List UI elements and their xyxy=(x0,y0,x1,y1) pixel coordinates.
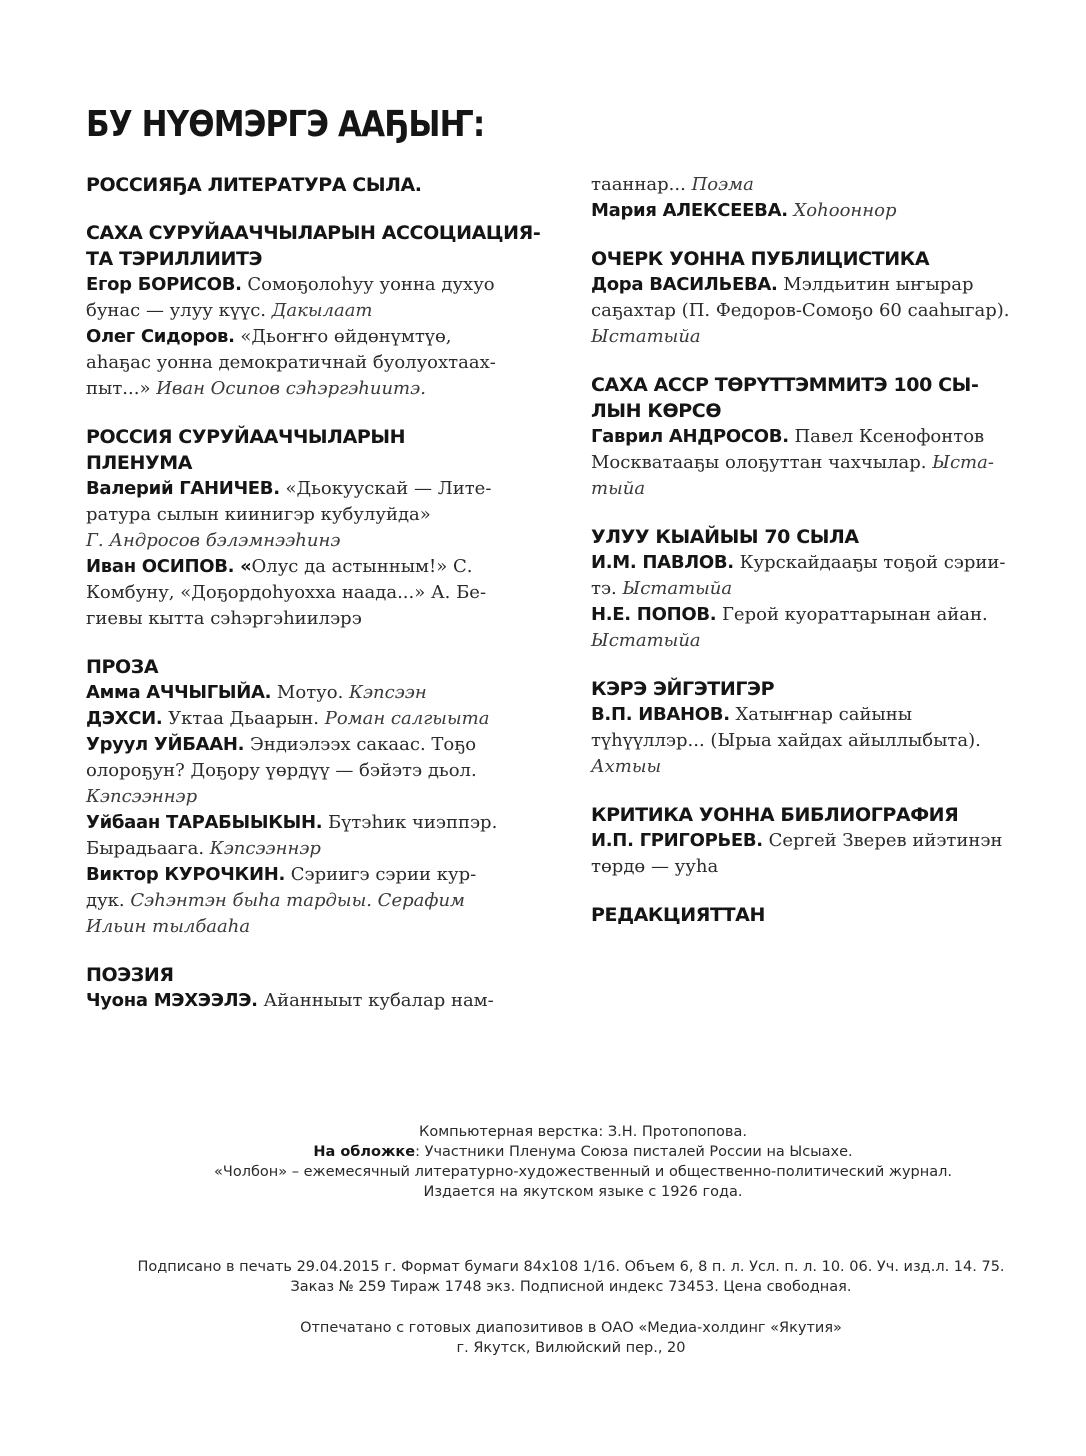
entry-genre: Кэпсээннэр xyxy=(86,786,198,807)
entry-line xyxy=(86,680,554,706)
entry-author: И.М. ПАВЛОВ. xyxy=(591,552,734,573)
entry-title: пыт...» xyxy=(86,378,151,399)
entry-author: Олег Сидоров. xyxy=(86,326,235,347)
entry-line xyxy=(86,272,554,298)
entry-author: Егор БОРИСОВ. xyxy=(86,274,242,295)
entry-title: олороҕун? Доҕору үөрдүү — бэйэтэ дьол. xyxy=(86,760,477,781)
entry-line xyxy=(591,198,1061,224)
contents-entry xyxy=(591,702,1061,780)
entry-line xyxy=(591,272,1061,298)
contents-section xyxy=(86,424,554,632)
entry-line xyxy=(86,732,554,758)
section-heading: ЛЫН КӨРСӨ xyxy=(591,400,722,422)
contents-entry xyxy=(591,602,1061,654)
entry-author: Уруул УЙБААН. xyxy=(86,734,245,755)
contents-section xyxy=(591,172,1061,224)
entry-line xyxy=(86,836,554,862)
entry-line xyxy=(591,754,1061,780)
cover-note xyxy=(40,1142,1086,1162)
cover-label: На обложке xyxy=(313,1144,416,1160)
entry-line xyxy=(591,728,1061,754)
entry-title: «Дьокуускай — Лите- xyxy=(279,478,492,499)
contents-entry xyxy=(591,828,1061,880)
entry-line xyxy=(86,324,554,350)
contents-entry xyxy=(591,424,1061,502)
entry-line xyxy=(86,888,554,914)
entry-title: Олус да астынным!» С. xyxy=(251,556,473,577)
contents-section xyxy=(86,962,554,1014)
entry-title: Эндиэлээх сакаас. Тоҕо xyxy=(244,734,477,755)
entry-line xyxy=(591,324,1061,350)
entry-genre: тыйа xyxy=(591,478,646,499)
section-heading: УЛУУ КЫАЙЫЫ 70 СЫЛА xyxy=(591,526,859,548)
entry-line xyxy=(86,528,554,554)
entry-title: Уктаа Дьаарын. xyxy=(162,708,320,729)
contents-entry xyxy=(86,476,554,554)
entry-genre: Ильин тылбааһа xyxy=(86,916,251,937)
entry-author: Гаврил АНДРОСОВ. xyxy=(591,426,789,447)
contents-entry xyxy=(591,272,1061,350)
layout-credit: Компьютерная верстка: З.Н. Протопопова. xyxy=(419,1124,747,1140)
section-heading: ТА ТЭРИЛЛИИТЭ xyxy=(86,248,263,270)
entry-title: Бүтэһик чиэппэр. xyxy=(322,812,498,833)
entry-genre: Ыстатыйа xyxy=(616,578,733,599)
contents-left-column xyxy=(86,172,554,1036)
entry-title: түһүүллэр... (Ырыа хайдах айыллыбыта). xyxy=(591,730,981,751)
entry-title: Курскайдааҕы тоҕой сэрии- xyxy=(733,552,1006,573)
entry-genre: Поэма xyxy=(685,174,754,195)
entry-line xyxy=(591,576,1061,602)
contents-entry xyxy=(86,810,554,862)
entry-genre: Иван Осипов сэһэргэһиитэ. xyxy=(150,378,426,399)
entry-line xyxy=(591,424,1061,450)
section-heading: ПРОЗА xyxy=(86,656,159,678)
entry-genre: Ахтыы xyxy=(591,756,662,777)
entry-title: Хатыҥнар сайыны xyxy=(729,704,913,725)
contents-section xyxy=(591,802,1061,880)
entry-line xyxy=(591,550,1061,576)
entry-genre: Г. Андросов бэлэмнээһинэ xyxy=(86,530,341,551)
entry-line xyxy=(86,706,554,732)
entry-line xyxy=(86,784,554,810)
print-details xyxy=(28,1257,1086,1297)
section-heading: КЭРЭ ЭЙГЭТИГЭР xyxy=(591,678,775,700)
entry-line xyxy=(86,988,554,1014)
contents-entry xyxy=(86,706,554,732)
entry-genre: Сэһэнтэн быһа тардыы. Серафим xyxy=(124,890,465,911)
contents-entry xyxy=(591,172,1061,198)
entry-line xyxy=(591,450,1061,476)
section-heading: ПЛЕНУМА xyxy=(86,452,193,474)
print-details-line: Подписано в печать 29.04.2015 г. Формат бумаги 84x108 1/16. Объем 6, 8 п. л. Усл. п. л. 10. 06. Уч. изд.л. 14. 75. xyxy=(137,1259,1005,1275)
entry-line xyxy=(86,914,554,940)
section-heading: КРИТИКА УОННА БИБЛИОГРАФИЯ xyxy=(591,804,959,826)
contents-entry xyxy=(86,862,554,940)
entry-title: аһаҕас уонна демократичнай буолуохтаах- xyxy=(86,352,496,373)
contents-section xyxy=(591,902,1061,928)
printer-line: Отпечатано с готовых диапозитивов в ОАО «Медиа-холдинг «Якутия» xyxy=(300,1320,842,1336)
contents-entry xyxy=(86,554,554,632)
entry-author: Иван ОСИПОВ. « xyxy=(86,556,252,577)
cover-text: : Участники Пленума Союза писталей России на Ысыахе. xyxy=(415,1144,853,1160)
entry-line xyxy=(591,476,1061,502)
contents-section xyxy=(591,676,1061,780)
entry-title: бунас — улуу күүс. xyxy=(86,300,266,321)
entry-genre: Ыстатыйа xyxy=(591,326,701,347)
section-heading: ОЧЕРК УОННА ПУБЛИЦИСТИКА xyxy=(591,248,930,270)
section-heading: САХА АССР ТӨРҮТТЭММИТЭ 100 СЫ- xyxy=(591,374,979,396)
entry-genre: Хоһооннор xyxy=(787,200,897,221)
entry-author: Н.Е. ПОПОВ. xyxy=(591,604,717,625)
entry-title: Мэлдьитин ыҥырар xyxy=(777,274,974,295)
section-heading: РЕДАКЦИЯТТАН xyxy=(591,904,765,926)
entry-line xyxy=(86,862,554,888)
entry-author: Чуона МЭХЭЭЛЭ. xyxy=(86,990,258,1011)
entry-title: гиевы кытта сэһэргэһиилэрэ xyxy=(86,608,362,629)
contents-entry xyxy=(591,198,1061,224)
entry-line xyxy=(86,606,554,632)
entry-line xyxy=(86,476,554,502)
entry-line xyxy=(591,172,1061,198)
printer-line: г. Якутск, Вилюйский пер., 20 xyxy=(456,1340,686,1356)
entry-line xyxy=(591,628,1061,654)
entry-author: Дора ВАСИЛЬЕВА. xyxy=(591,274,778,295)
entry-author: Амма АЧЧЫГЫЙА. xyxy=(86,682,272,703)
entry-title: тэ. xyxy=(591,578,617,599)
contents-section xyxy=(591,372,1061,502)
entry-genre: Ыстатыйа xyxy=(591,630,701,651)
contents-section xyxy=(86,654,554,940)
entry-line xyxy=(591,298,1061,324)
contents-section xyxy=(591,246,1061,350)
entry-genre: Дакылаат xyxy=(266,300,373,321)
entry-title: Москватааҕы олоҕуттан чахчылар. xyxy=(591,452,927,473)
entry-author: Виктор КУРОЧКИН. xyxy=(86,864,286,885)
entry-title: Сомоҕолоһуу уонна духуо xyxy=(241,274,495,295)
contents-entry xyxy=(86,988,554,1014)
entry-title: Герой куораттарынан айан. xyxy=(716,604,988,625)
contents-entry xyxy=(86,732,554,810)
contents-section xyxy=(591,524,1061,654)
entry-author: Уйбаан ТАРАБЫЫКЫН. xyxy=(86,812,323,833)
contents-entry xyxy=(591,550,1061,602)
entry-title: төрдө — ууһа xyxy=(591,856,719,877)
entry-line xyxy=(591,702,1061,728)
section-heading: РОССИЯ СУРУЙААЧЧЫЛАРЫН xyxy=(86,426,406,448)
entry-line xyxy=(86,502,554,528)
entry-genre: Роман салгыыта xyxy=(319,708,490,729)
entry-author: В.П. ИВАНОВ. xyxy=(591,704,730,725)
section-heading: ПОЭЗИЯ xyxy=(86,964,174,986)
entry-genre: Кэпсээн xyxy=(343,682,427,703)
entry-title: Бырадьаага. xyxy=(86,838,205,859)
contents-entry xyxy=(86,272,554,324)
entry-line xyxy=(591,602,1061,628)
entry-line xyxy=(86,376,554,402)
imprint-block xyxy=(40,1122,1086,1202)
contents-right-column xyxy=(591,172,1061,950)
print-details-line: Заказ № 259 Тираж 1748 экз. Подписной индекс 73453. Цена свободная. xyxy=(290,1279,852,1295)
entry-line xyxy=(86,580,554,606)
entry-author: ДЭХСИ. xyxy=(86,708,163,729)
entry-genre: Кэпсээннэр xyxy=(204,838,321,859)
entry-title: Айанныыт кубалар нам- xyxy=(257,990,494,1011)
printer-info xyxy=(28,1318,1086,1358)
entry-line xyxy=(591,828,1061,854)
contents-entry xyxy=(86,680,554,706)
section-heading: РОССИЯҔА ЛИТЕРАТУРА СЫЛА. xyxy=(86,174,422,196)
contents-entry xyxy=(86,324,554,402)
entry-author: Валерий ГАНИЧЕВ. xyxy=(86,478,280,499)
entry-line xyxy=(86,758,554,784)
entry-title: саҕахтар (П. Федоров-Сомоҕо 60 сааһыгар). xyxy=(591,300,1010,321)
entry-title: тааннар... xyxy=(591,174,686,195)
entry-title: Мотуо. xyxy=(271,682,344,703)
entry-title: Сергей Зверев ийэтинэн xyxy=(762,830,1003,851)
entry-title: Комбуну, «Доҕордоһуохха наада...» А. Бе- xyxy=(86,582,487,603)
entry-genre: Ыста- xyxy=(926,452,994,473)
entry-title: Сэриигэ сэрии кур- xyxy=(285,864,477,885)
contents-section xyxy=(86,220,554,402)
entry-author: Мария АЛЕКСЕЕВА. xyxy=(591,200,788,221)
contents-section xyxy=(86,172,554,198)
journal-description: «Чолбон» – ежемесячный литературно-художественный и общественно-политический журнал. xyxy=(214,1164,952,1180)
entry-title: дук. xyxy=(86,890,125,911)
entry-line xyxy=(86,298,554,324)
entry-author: И.П. ГРИГОРЬЕВ. xyxy=(591,830,763,851)
published-since: Издается на якутском языке с 1926 года. xyxy=(423,1184,743,1200)
entry-line xyxy=(591,854,1061,880)
entry-title: ратура сылын киинигэр кубулуйда» xyxy=(86,504,431,525)
entry-line xyxy=(86,554,554,580)
entry-title: «Дьоҥҥо өйдөнүмтүө, xyxy=(234,326,452,347)
entry-line xyxy=(86,350,554,376)
entry-title: Павел Ксенофонтов xyxy=(788,426,985,447)
section-heading: САХА СУРУЙААЧЧЫЛАРЫН АССОЦИАЦИЯ- xyxy=(86,222,541,244)
entry-line xyxy=(86,810,554,836)
page-title: БУ НҮӨМЭРГЭ ААҔЫҤ: xyxy=(86,104,485,145)
